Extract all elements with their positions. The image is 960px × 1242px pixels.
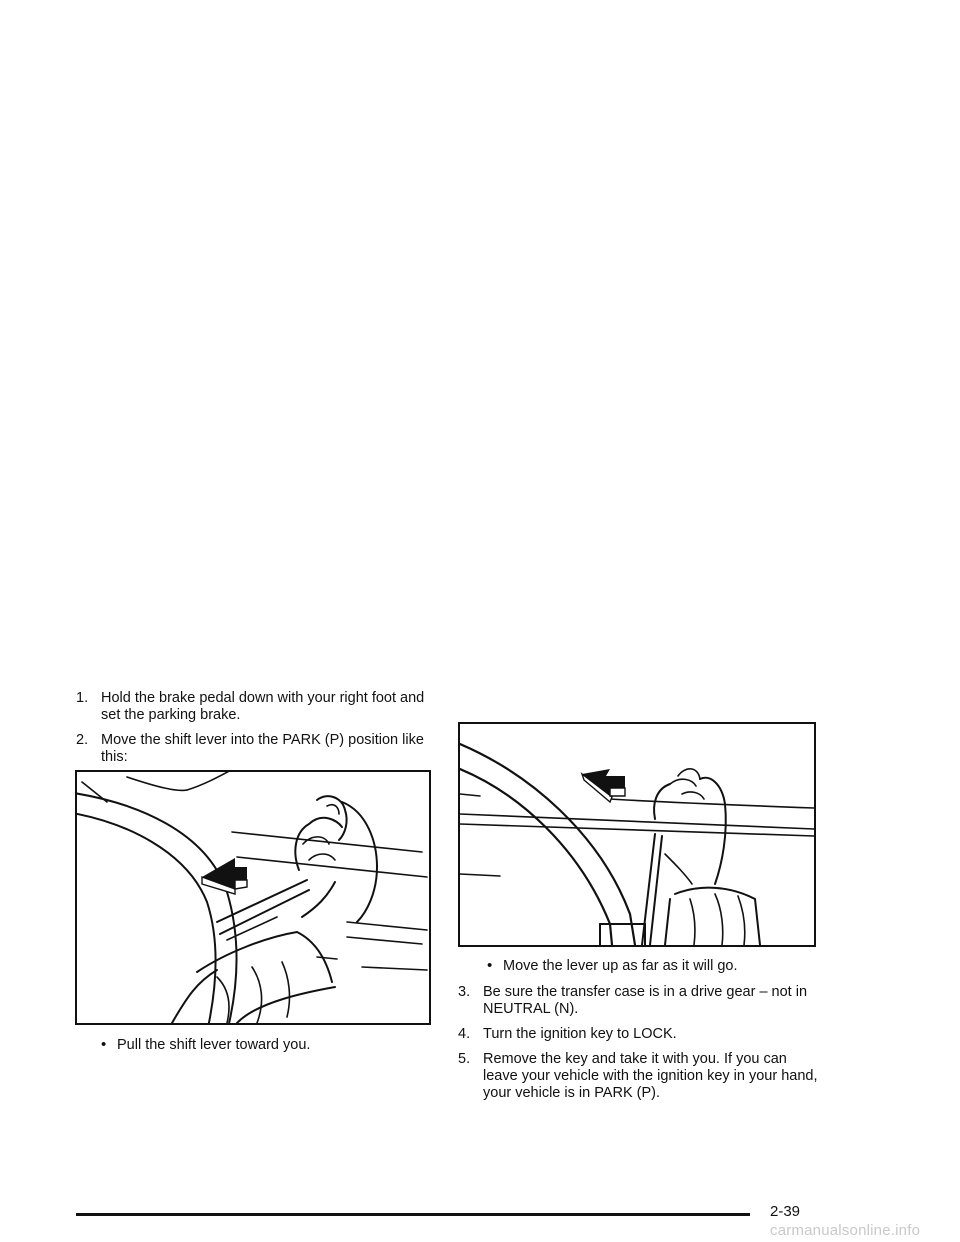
step-5: [458, 1051, 820, 1102]
shift-lever-up-illustration: [458, 722, 816, 947]
left-figure-caption: [101, 1037, 431, 1054]
step-number: 2.: [76, 732, 89, 748]
bullet-item: [487, 958, 817, 975]
bullet-item: [101, 1037, 431, 1054]
step-number: 1.: [76, 690, 89, 706]
step-4: [458, 1026, 820, 1043]
right-steps: [458, 984, 820, 1102]
step-text: Move the shift lever into the PARK (P) position like this:: [101, 732, 424, 765]
step-number: 3.: [458, 984, 471, 1000]
step-number: 4.: [458, 1026, 471, 1042]
bullet-text: Pull the shift lever toward you.: [117, 1037, 311, 1053]
bullet-dot: •: [101, 1036, 107, 1053]
step-text: Turn the ignition key to LOCK.: [483, 1026, 677, 1042]
watermark: carmanualsonline.info: [770, 1222, 921, 1239]
step-1: [76, 690, 432, 724]
footer-rule: [76, 1213, 750, 1216]
bullet-dot: •: [487, 957, 493, 974]
step-text: Be sure the transfer case is in a drive gear – not in NEUTRAL (N).: [483, 984, 808, 1017]
bullet-text: Move the lever up as far as it will go.: [503, 958, 738, 974]
page-number: 2-39: [770, 1203, 801, 1220]
step-3: [458, 984, 820, 1018]
shift-lever-pull-illustration: [75, 770, 431, 1025]
step-number: 5.: [458, 1051, 471, 1067]
step-text: Remove the key and take it with you. If you can leave your vehicle with the ignition key in your hand, your vehicle is in PARK (P).: [483, 1051, 818, 1101]
direction-arrow-icon: [202, 858, 247, 894]
right-figure-caption: [487, 958, 817, 975]
direction-arrow-icon: [582, 769, 625, 802]
step-text: Hold the brake pedal down with your right foot and set the parking brake.: [101, 690, 425, 723]
left-steps-top: [76, 690, 432, 766]
step-2: [76, 732, 432, 766]
